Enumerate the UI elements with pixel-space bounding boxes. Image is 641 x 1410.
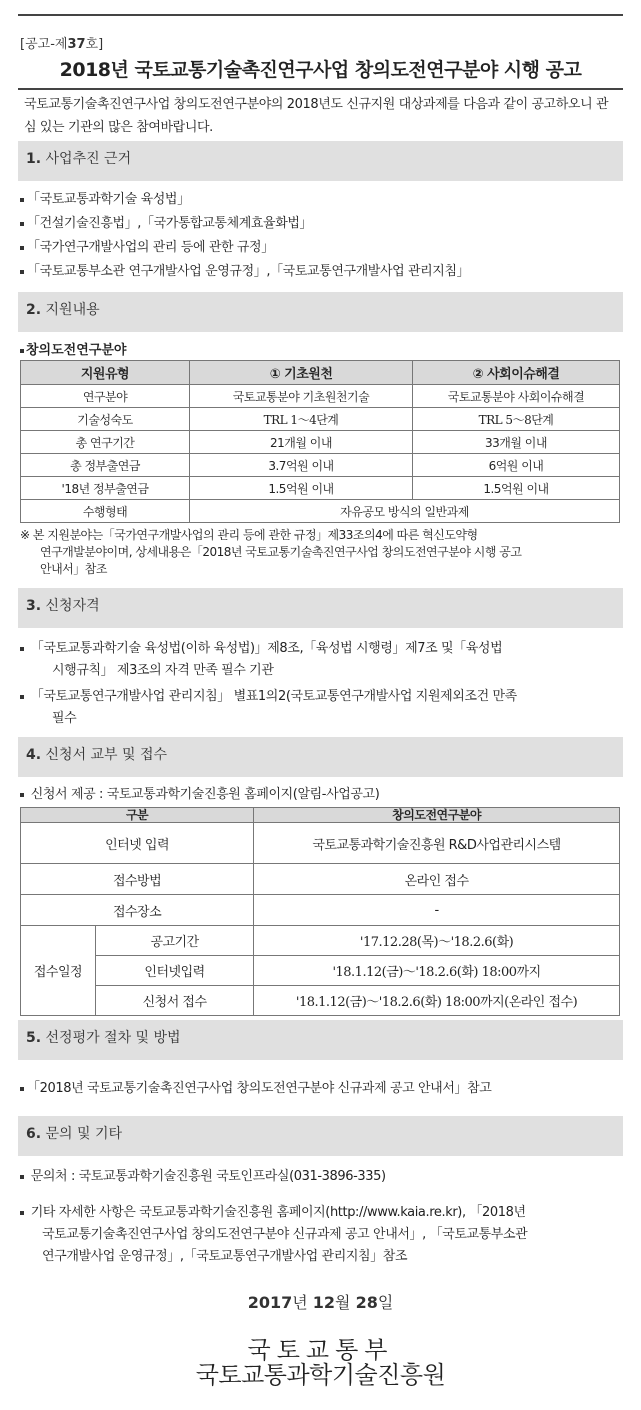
basis-item: 「국토교통과학기술 육성법」	[20, 189, 620, 211]
table-row	[21, 500, 620, 523]
table-header: 창의도전연구분야	[254, 808, 620, 823]
table-cell: 연구분야	[21, 385, 190, 408]
table-cell: 국토교통과학기술진흥원 R&D사업관리시스템	[254, 823, 620, 864]
notice-date: 2017년 12월 28일	[247, 1293, 394, 1312]
section-header-application: 4. 신청서 교부 및 접수	[18, 737, 623, 777]
table-header-row	[21, 361, 620, 385]
square-bullet-icon	[20, 647, 24, 651]
intro-text: 국토교통기술촉진연구사업 창의도전연구분야의 2018년도 신규지원 대상과제를 다음과 같이 공고하오니 관심 있는 기관의 많은 참여바랍니다.	[24, 97, 609, 135]
support-note: ※ 본 지원분야는「국가연구개발사업의 관리 등에 관한 규정」제33조의4에 따른 혁신도약형 연구개발분야이며, 상세내용은「2018년 국토교통기술촉진연구사업 창의도전연구분야 시행 공고 안내서」참조	[20, 528, 522, 576]
table-header: 구분	[21, 808, 254, 823]
table-cell: 공고기간	[96, 926, 254, 956]
table-cell: 33개월 이내	[413, 431, 620, 454]
table-cell: 인터넷입력	[96, 956, 254, 986]
table-row	[21, 864, 620, 895]
notice-number: [공고-제37호]	[20, 37, 104, 52]
table-cell: -	[254, 895, 620, 926]
page-title: 2018년 국토교통기술촉진연구사업 창의도전연구분야 시행 공고	[59, 59, 582, 81]
other-item: 기타 자세한 사항은 국토교통과학기술진흥원 홈페이지(http://www.kaia.re.kr), 「2018년 국토교통기술촉진연구사업 창의도전연구분야 신규과제 공고 안내서」, 「국토교통부소관 연구개발사업 운영규정」,「국토교통연구개발사업 관리지침」참조	[20, 1202, 620, 1268]
table-cell: 접수일정	[21, 926, 96, 1016]
table-cell: '18.1.12(금)～'18.2.6(화) 18:00까지(온라인 접수)	[254, 986, 620, 1016]
table-cell: '18년 정부출연금	[21, 477, 190, 500]
table-cell: 신청서 접수	[96, 986, 254, 1016]
table-cell: 21개월 이내	[190, 431, 413, 454]
table-cell: 자유공모 방식의 일반과제	[190, 500, 620, 523]
square-bullet-icon	[20, 1211, 24, 1215]
support-table	[20, 360, 620, 523]
table-cell: 온라인 접수	[254, 864, 620, 895]
table-cell: 접수장소	[21, 895, 254, 926]
section-header-support: 2. 지원내용	[18, 292, 623, 332]
table-cell: '18.1.12(금)～'18.2.6(화) 18:00까지	[254, 956, 620, 986]
square-bullet-icon	[20, 246, 24, 250]
table-header: ② 사회이슈해결	[413, 361, 620, 385]
table-cell: 인터넷 입력	[21, 823, 254, 864]
table-cell: 3.7억원 이내	[190, 454, 413, 477]
eligibility-item: 「국토교통연구개발사업 관리지침」 별표1의2(국토교통연구개발사업 지원제외조건 만족 필수	[20, 686, 620, 730]
eligibility-item: 「국토교통과학기술 육성법(이하 육성법)」제8조,「육성법 시행령」제7조 및「육성법 시행규칙」 제3조의 자격 만족 필수 기관	[20, 638, 620, 682]
table-row	[21, 408, 620, 431]
section-header-basis: 1. 사업추진 근거	[18, 141, 623, 181]
table-cell: 총 연구기간	[21, 431, 190, 454]
table-cell: 접수방법	[21, 864, 254, 895]
table-cell: 국토교통분야 사회이슈해결	[413, 385, 620, 408]
table-cell: 국토교통분야 기초원천기술	[190, 385, 413, 408]
square-bullet-icon	[20, 222, 24, 226]
table-cell: '17.12.28(목)～'18.2.6(화)	[254, 926, 620, 956]
table-header: ① 기초원천	[190, 361, 413, 385]
table-row	[21, 986, 620, 1016]
table-row	[21, 956, 620, 986]
table-row	[21, 454, 620, 477]
table-cell: 6억원 이내	[413, 454, 620, 477]
table-header: 지원유형	[21, 361, 190, 385]
section-header-eligibility: 3. 신청자격	[18, 588, 623, 628]
table-row	[21, 895, 620, 926]
application-table	[20, 807, 620, 1016]
table-row	[21, 385, 620, 408]
square-bullet-icon	[20, 793, 24, 797]
square-bullet-icon	[20, 1087, 24, 1091]
table-cell: 1.5억원 이내	[413, 477, 620, 500]
square-bullet-icon	[20, 270, 24, 274]
square-bullet-icon	[20, 198, 24, 202]
table-header-row	[21, 808, 620, 823]
section-header-contact: 6. 문의 및 기타	[18, 1116, 623, 1156]
support-subtitle: 창의도전연구분야	[20, 339, 126, 358]
section-header-evaluation: 5. 선정평가 절차 및 방법	[18, 1020, 623, 1060]
table-cell: 1.5억원 이내	[190, 477, 413, 500]
evaluation-item: 「2018년 국토교통기술촉진연구사업 창의도전연구분야 신규과제 공고 안내서」참고	[20, 1078, 620, 1100]
table-cell: TRL 5～8단계	[413, 408, 620, 431]
square-bullet-icon	[20, 349, 24, 353]
application-item: 신청서 제공 : 국토교통과학기술진흥원 홈페이지(알림-사업공고)	[20, 784, 620, 806]
table-row	[21, 431, 620, 454]
table-cell: 총 정부출연금	[21, 454, 190, 477]
table-row	[21, 823, 620, 864]
table-row	[21, 477, 620, 500]
organization-agency: 국토교통과학기술진흥원	[195, 1361, 446, 1389]
square-bullet-icon	[20, 1175, 24, 1179]
top-divider	[18, 14, 623, 16]
basis-item: 「국가연구개발사업의 관리 등에 관한 규정」	[20, 237, 620, 259]
table-cell: 수행형태	[21, 500, 190, 523]
table-row	[21, 926, 620, 956]
basis-item: 「국토교통부소관 연구개발사업 운영규정」,「국토교통연구개발사업 관리지침」	[20, 261, 620, 283]
organization-ministry: 국토교통부	[247, 1336, 394, 1364]
table-cell: TRL 1～4단계	[190, 408, 413, 431]
contact-item: 문의처 : 국토교통과학기술진흥원 국토인프라실(031-3896-335)	[20, 1166, 620, 1188]
basis-item: 「건설기술진흥법」,「국가통합교통체계효율화법」	[20, 213, 620, 235]
title-divider	[18, 88, 623, 90]
square-bullet-icon	[20, 695, 24, 699]
table-cell: 기술성숙도	[21, 408, 190, 431]
